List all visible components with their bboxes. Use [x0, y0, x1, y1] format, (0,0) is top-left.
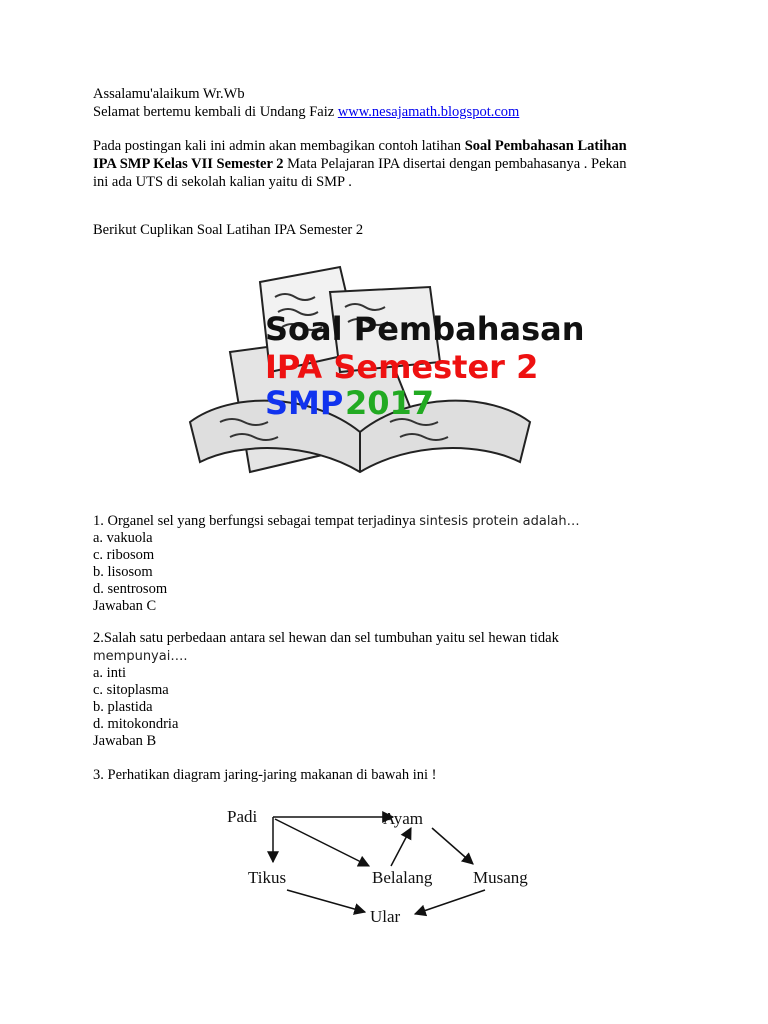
paragraph-line-2 — [93, 156, 626, 173]
cover-title-line-2: IPA Semester 2 — [265, 348, 539, 386]
greeting: Assalamu'alaikum Wr.Wb — [93, 86, 245, 102]
welcome-line — [93, 104, 519, 121]
question-2-line-1: 2.Salah satu perbedaan antara sel hewan dan sel tumbuhan yaitu sel hewan tidak — [93, 630, 559, 646]
q2-answer: Jawaban B — [93, 733, 157, 749]
cover-title-line-1: Soal Pembahasan — [265, 310, 585, 348]
q1-option-a: a. vakuola — [93, 530, 153, 546]
subheading: Berikut Cuplikan Soal Latihan IPA Semester 2 — [93, 222, 364, 238]
q2-option-d: d. mitokondria — [93, 716, 179, 732]
arrow-musang-ular — [415, 890, 485, 914]
node-tikus: Tikus — [248, 868, 287, 887]
cover-image — [190, 262, 585, 482]
node-ular: Ular — [370, 907, 401, 926]
q1-option-b: b. lisosom — [93, 564, 153, 580]
q1-option-c: c. ribosom — [93, 547, 155, 563]
q2-option-a: a. inti — [93, 665, 127, 681]
arrow-padi-belalang — [275, 819, 369, 866]
node-padi: Padi — [227, 807, 258, 826]
question-1-text — [93, 513, 580, 530]
q1-option-d: d. sentrosom — [93, 581, 168, 597]
welcome-text: Selamat bertemu kembali di Undang Faiz — [93, 104, 338, 120]
node-musang: Musang — [473, 868, 528, 887]
question-2-line-2: mempunyai…. — [93, 649, 188, 664]
cover-title-line-3a: SMP — [265, 384, 344, 422]
q1-answer: Jawaban C — [93, 598, 157, 614]
blog-link[interactable]: www.nesajamath.blogspot.com — [337, 104, 520, 120]
paragraph-bold: IPA SMP Kelas VII Semester 2 — [93, 156, 284, 172]
node-ayam: Ayam — [383, 809, 423, 828]
paragraph-text: Pada postingan kali ini admin akan membagikan contoh latihan — [93, 138, 465, 154]
question-3-text: 3. Perhatikan diagram jaring-jaring makanan di bawah ini ! — [93, 767, 437, 783]
arrow-tikus-ular — [287, 890, 365, 912]
question-text: 1. Organel sel yang berfungsi sebagai tempat terjadinya — [93, 513, 420, 529]
question-text-sans: sintesis protein adalah… — [419, 514, 580, 529]
cover-title-line-3b: 2017 — [345, 384, 435, 422]
q2-option-b: b. plastida — [93, 699, 153, 715]
q2-option-c: c. sitoplasma — [93, 682, 169, 698]
paragraph-line-3: ini ada UTS di sekolah kalian yaitu di SMP . — [93, 174, 352, 190]
paragraph-text: Mata Pelajaran IPA disertai dengan pembahasanya . Pekan — [283, 156, 627, 172]
arrow-belalang-ayam — [391, 828, 411, 866]
node-belalang: Belalang — [372, 868, 433, 887]
paragraph-bold: Soal Pembahasan Latihan — [464, 138, 627, 154]
arrow-ayam-musang — [432, 828, 473, 864]
food-web-diagram — [215, 800, 555, 930]
paragraph-line-1 — [93, 138, 627, 155]
